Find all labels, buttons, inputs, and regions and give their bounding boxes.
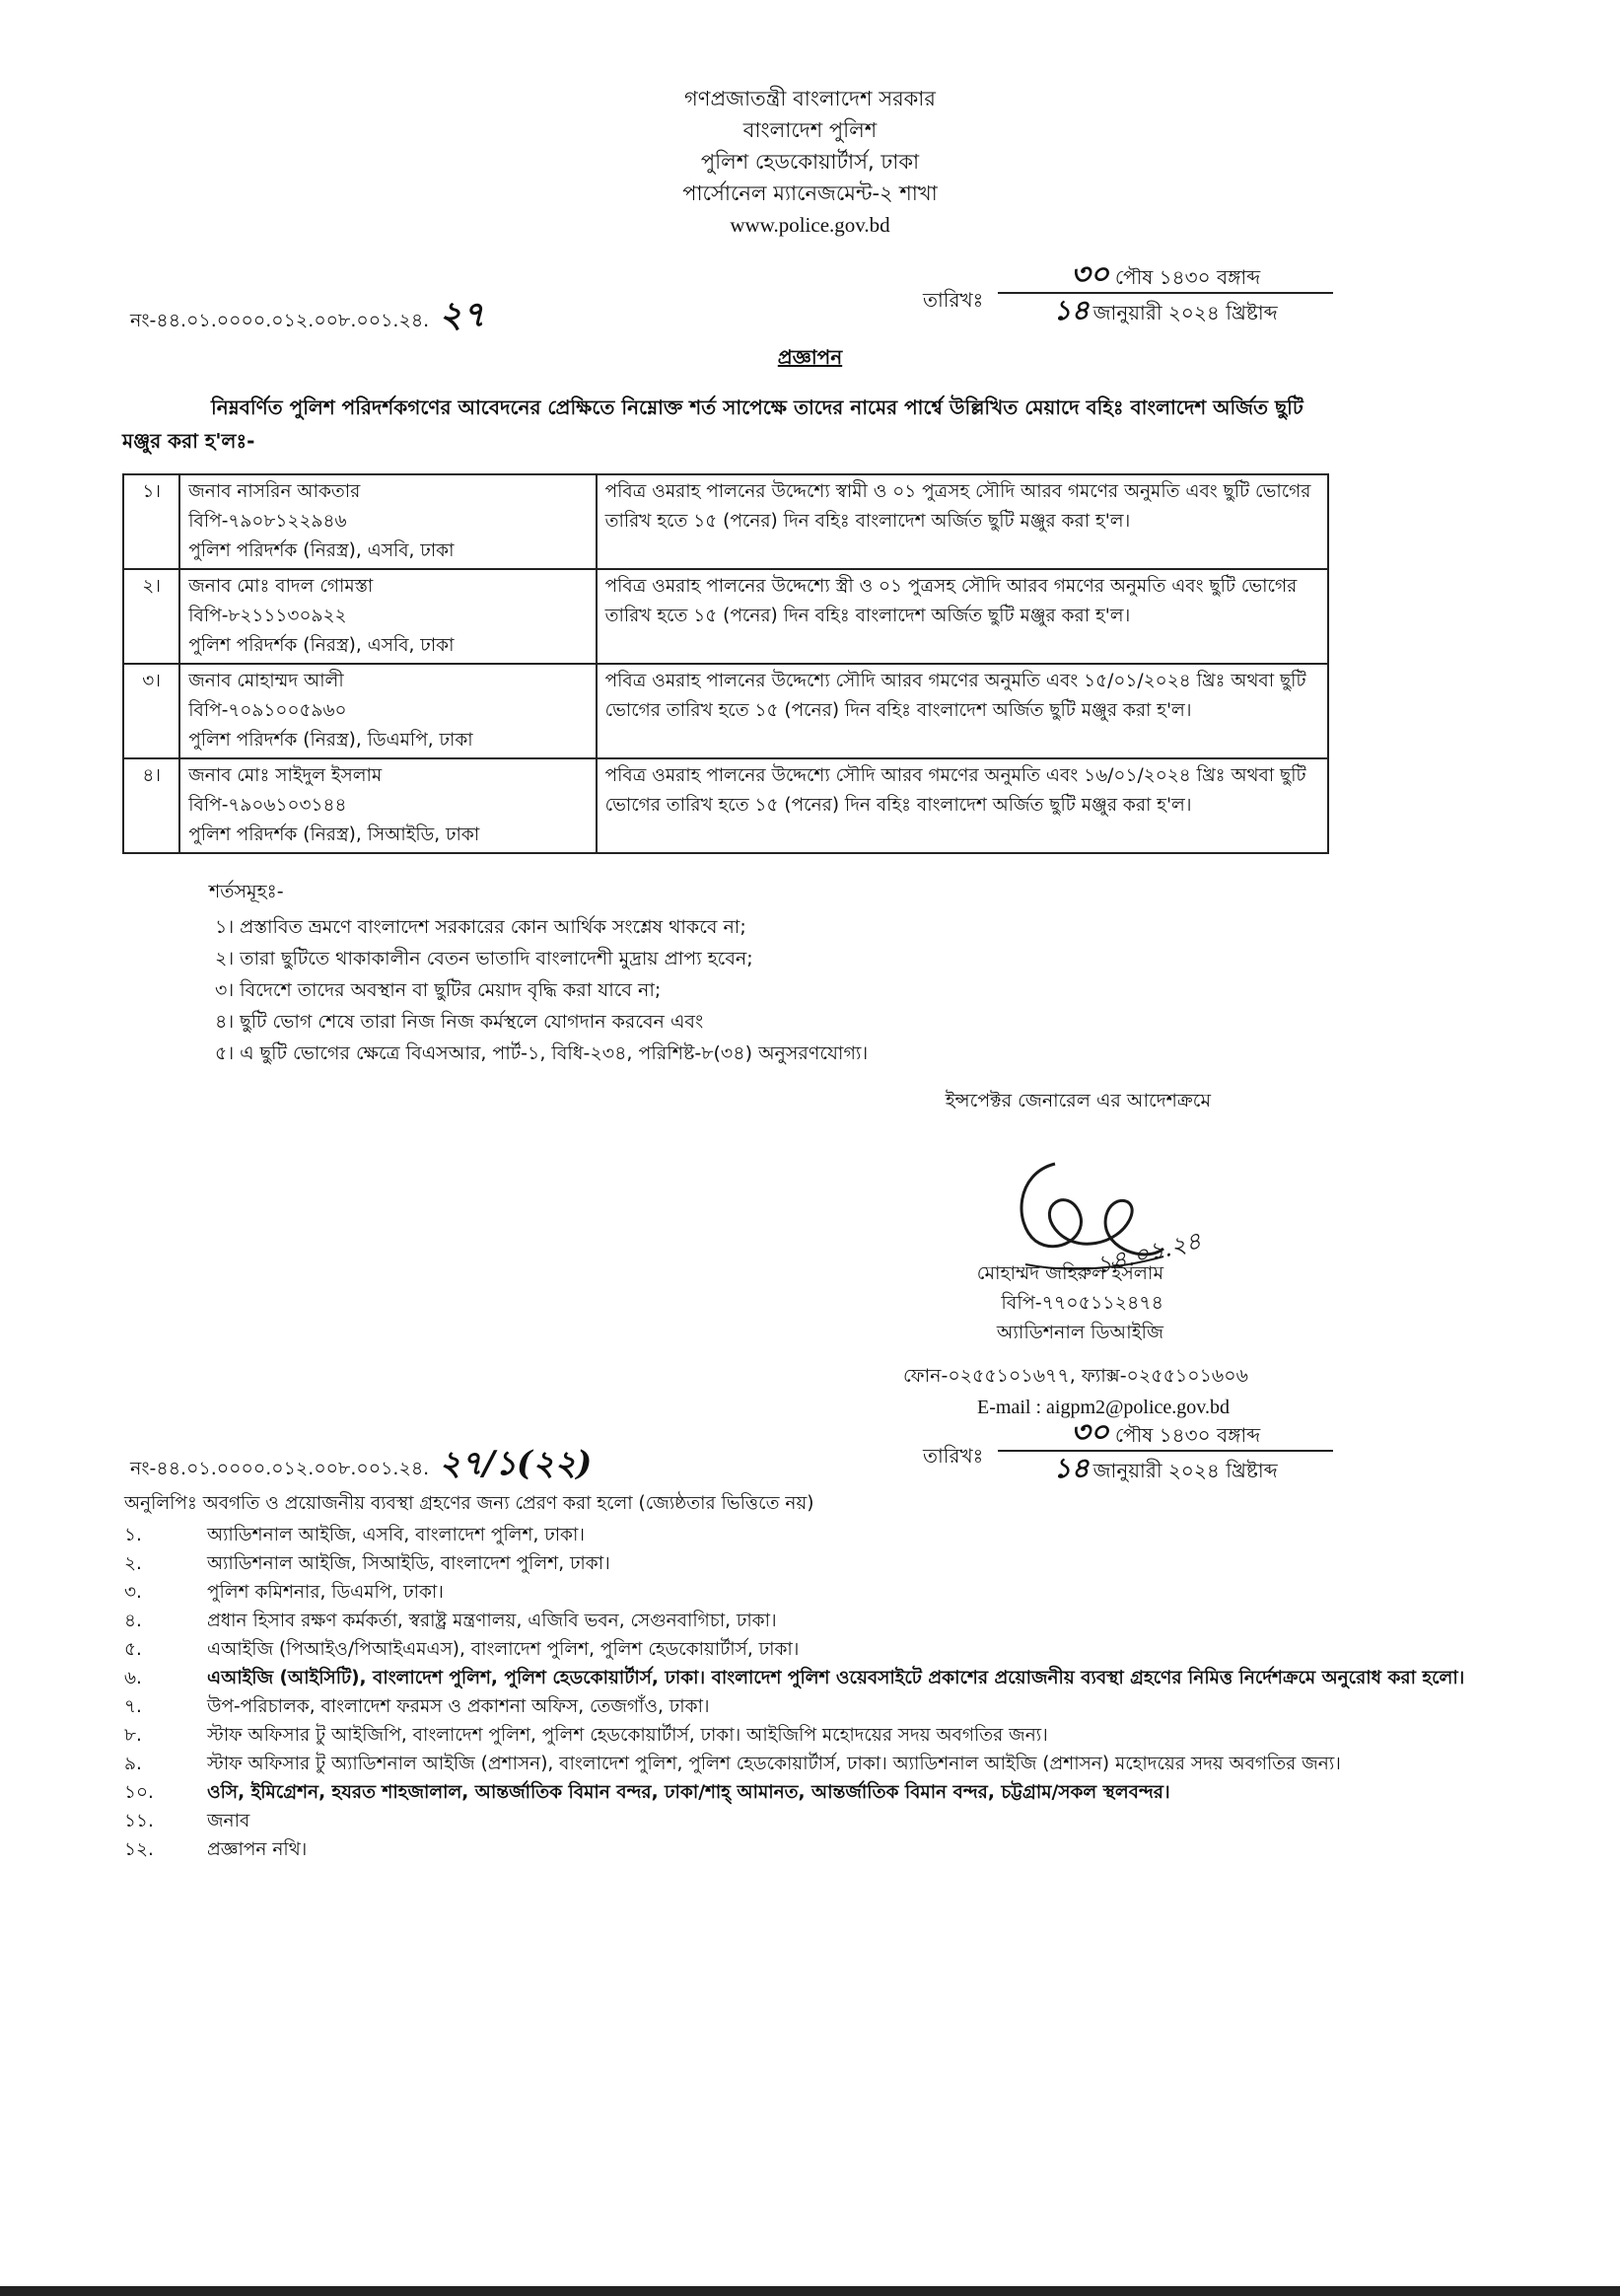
copy-number: ৭. xyxy=(124,1696,142,1717)
table-row xyxy=(123,569,1328,664)
english-date-rest: জানুয়ারী ২০২৪ খ্রিষ্টাব্দ xyxy=(1092,1459,1278,1482)
notification-title xyxy=(0,343,1620,376)
list-item xyxy=(124,1549,1544,1578)
leave-description: পবিত্র ওমরাহ পালনের উদ্দেশ্যে স্বামী ও ০১ পুত্রসহ সৌদি আরব গমণের অনুমতি এবং ছুটি ভোগের তারিখ হতে ১৫ (পনের) দিন বহিঃ বাংলাদেশ অর্জিত ছুটি মঞ্জুর করা হ'ল। xyxy=(597,474,1328,569)
english-date-rest: জানুয়ারী ২০২৪ খ্রিষ্টাব্দ xyxy=(1092,301,1278,324)
memo-number-1 xyxy=(130,288,485,347)
table-row xyxy=(123,664,1328,758)
copy-recipient: ওসি, ইমিগ্রেশন, হযরত শাহজালাল, আন্তর্জাতিক বিমান বন্দর, ঢাকা/শাহ্ আমানত, আন্তর্জাতিক বিমান বন্দর, চট্টগ্রাম/সকল স্থলবন্দর। xyxy=(207,1782,1170,1803)
bangla-date-rest: পৌষ ১৪৩০ বঙ্গাব্দ xyxy=(1114,1423,1261,1447)
memo-number-text: নং-৪৪.০১.০০০০.০১২.০০৮.০০১.২৪. xyxy=(130,1458,430,1479)
list-item xyxy=(124,1750,1544,1778)
date-label-2: তারিখঃ xyxy=(923,1444,984,1468)
copy-recipient: এআইজি (পিআইও/পিআইএমএস), বাংলাদেশ পুলিশ, পুলিশ হেডকোয়ার্টার্স, ঢাকা। xyxy=(207,1639,800,1660)
officer-name: জনাব মোঃ বাদল গোমস্তা xyxy=(188,576,374,597)
copy-number: ১২. xyxy=(124,1839,154,1860)
copy-number: ৪. xyxy=(124,1611,142,1631)
copy-number: ১১. xyxy=(124,1811,154,1831)
officer-bp: বিপি-৭৯০৬১০৩১৪৪ xyxy=(188,795,347,816)
officer-name: জনাব মোঃ সাইদুল ইসলাম xyxy=(188,765,383,786)
letterhead-website: www.police.gov.bd xyxy=(730,213,890,237)
list-item xyxy=(124,1778,1544,1807)
leave-description: পবিত্র ওমরাহ পালনের উদ্দেশ্যে সৌদি আরব গমণের অনুমতি এবং ১৬/০১/২০২৪ খ্রিঃ অথবা ছুটি ভোগের তারিখ হতে ১৫ (পনের) দিন বহিঃ বাংলাদেশ অর্জিত ছুটি মঞ্জুর করা হ'ল। xyxy=(597,758,1328,853)
officer-cell xyxy=(179,474,596,569)
copy-recipient: অ্যাডিশনাল আইজি, এসবি, বাংলাদেশ পুলিশ, ঢাকা। xyxy=(207,1525,585,1545)
copy-recipient: স্টাফ অফিসার টু অ্যাডিশনাল আইজি (প্রশাসন), বাংলাদেশ পুলিশ, পুলিশ হেডকোয়ার্টার্স, ঢাকা। অ্যাডিশনাল আইজি (প্রশাসন) মহোদয়ের সদয় অবগতির জন্য। xyxy=(207,1754,1341,1774)
officer-bp: বিপি-৮২১১১৩০৯২২ xyxy=(188,606,347,626)
condition-item: ২। তারা ছুটিতে থাকাকালীন বেতন ভাতাদি বাংলাদেশী মুদ্রায় প্রাপ্য হবেন; xyxy=(215,948,753,969)
letterhead-line-branch: পার্সোনেল ম্যানেজমেন্ট-২ শাখা xyxy=(682,181,938,205)
list-item xyxy=(124,1835,1544,1864)
order-line: ইন্সপেক্টর জেনারেল এর আদেশক্রমে xyxy=(945,1090,1211,1112)
copy-number: ১০. xyxy=(124,1782,154,1803)
date-label-1: তারিখঃ xyxy=(923,288,984,312)
table-row xyxy=(123,474,1328,569)
signature-block xyxy=(749,1258,1163,1347)
officer-designation: পুলিশ পরিদর্শক (নিরস্ত্র), এসবি, ঢাকা xyxy=(188,635,455,656)
letterhead-line-police: বাংলাদেশ পুলিশ xyxy=(742,118,878,142)
copy-number: ৬. xyxy=(124,1668,142,1688)
memo-number-handwritten: ২৭ xyxy=(439,294,486,335)
condition-item: ৪। ছুটি ভোগ শেষে তারা নিজ নিজ কর্মস্থলে যোগদান করবেন এবং xyxy=(215,1011,704,1033)
date-block-1 xyxy=(998,258,1333,327)
list-item xyxy=(124,1607,1544,1635)
copy-recipient: উপ-পরিচালক, বাংলাদেশ ফরমস ও প্রকাশনা অফিস, তেজগাঁও, ঢাকা। xyxy=(207,1696,710,1717)
scan-edge-divider xyxy=(0,2286,1620,2296)
copy-number: ২. xyxy=(124,1553,142,1574)
memo-number-2 xyxy=(130,1438,592,1494)
serial-cell: ৩। xyxy=(123,664,179,758)
leave-description: পবিত্র ওমরাহ পালনের উদ্দেশ্যে সৌদি আরব গমণের অনুমতি এবং ১৫/০১/২০২৪ খ্রিঃ অথবা ছুটি ভোগের তারিখ হতে ১৫ (পনের) দিন বহিঃ বাংলাদেশ অর্জিত ছুটি মঞ্জুর করা হ'ল। xyxy=(597,664,1328,758)
copy-number: ৩. xyxy=(124,1582,142,1603)
letterhead-line-government: গণপ্রজাতন্ত্রী বাংলাদেশ সরকার xyxy=(684,87,936,110)
list-item xyxy=(124,1692,1544,1721)
copy-list xyxy=(124,1521,1544,1864)
conditions-list xyxy=(215,911,1300,1069)
letterhead xyxy=(0,83,1620,241)
notification-title-text: প্রজ্ঞাপন xyxy=(777,345,843,369)
list-item xyxy=(124,1664,1544,1692)
copy-recipient: স্টাফ অফিসার টু আইজিপি, বাংলাদেশ পুলিশ, পুলিশ হেডকোয়ার্টার্স, ঢাকা। আইজিপি মহোদয়ের সদয় অবগতির জন্য। xyxy=(207,1725,1048,1746)
copy-recipient: জনাব xyxy=(207,1811,250,1831)
signatory-name: মোহাম্মদ জহিরুল ইসলাম xyxy=(976,1262,1163,1284)
officer-cell xyxy=(179,569,596,664)
serial-cell: ৪। xyxy=(123,758,179,853)
signatory-designation: অ্যাডিশনাল ডিআইজি xyxy=(996,1322,1163,1343)
officer-cell xyxy=(179,758,596,853)
condition-item: ১। প্রস্তাবিত ভ্রমণে বাংলাদেশ সরকারের কোন আর্থিক সংশ্লেষ থাকবে না; xyxy=(215,916,746,938)
copy-heading: অনুলিপিঃ অবগতি ও প্রয়োজনীয় ব্যবস্থা গ্রহণের জন্য প্রেরণ করা হলো (জ্যেষ্ঠতার ভিত্তিতে নয়) xyxy=(124,1493,814,1514)
serial-cell: ১। xyxy=(123,474,179,569)
copy-recipient: প্রজ্ঞাপন নথি। xyxy=(207,1839,308,1860)
list-item xyxy=(124,1721,1544,1750)
bangla-date-day: ৩০ xyxy=(1070,257,1109,292)
officer-name: জনাব নাসরিন আকতার xyxy=(188,481,361,502)
list-item xyxy=(124,1521,1544,1549)
leave-grant-table xyxy=(122,473,1329,854)
contact-phone: ফোন-০২৫৫১০১৬৭৭, ফ্যাক্স-০২৫৫১০১৬০৬ xyxy=(903,1365,1248,1387)
condition-item: ৫। এ ছুটি ভোগের ক্ষেত্রে বিএসআর, পার্ট-১, বিধি-২৩৪, পরিশিষ্ট-৮(৩৪) অনুসরণযোগ্য। xyxy=(215,1042,869,1064)
signatory-bp: বিপি-৭৭০৫১১২৪৭৪ xyxy=(1001,1292,1163,1314)
officer-name: জনাব মোহাম্মদ আলী xyxy=(188,671,344,691)
leave-description: পবিত্র ওমরাহ পালনের উদ্দেশ্যে স্ত্রী ও ০১ পুত্রসহ সৌদি আরব গমণের অনুমতি এবং ছুটি ভোগের তারিখ হতে ১৫ (পনের) দিন বহিঃ বাংলাদেশ অর্জিত ছুটি মঞ্জুর করা হ'ল। xyxy=(597,569,1328,664)
officer-designation: পুলিশ পরিদর্শক (নিরস্ত্র), এসবি, ঢাকা xyxy=(188,540,455,561)
list-item xyxy=(124,1578,1544,1607)
english-date-day: ১৪ xyxy=(1053,1452,1090,1484)
memo-number-text: নং-৪৪.০১.০০০০.০১২.০০৮.০০১.২৪. xyxy=(130,310,430,331)
bangla-date-day: ৩০ xyxy=(1070,1415,1109,1450)
intro-paragraph: নিম্নবর্ণিত পুলিশ পরিদর্শকগণের আবেদনের প্রেক্ষিতে নিম্নোক্ত শর্ত সাপেক্ষে তাদের নামের পার্শ্বে উল্লিখিত মেয়াদে বহিঃ বাংলাদেশ অর্জিত ছুটি মঞ্জুর করা হ'লঃ- xyxy=(122,395,1303,453)
date-block-2 xyxy=(998,1416,1333,1485)
officer-bp: বিপি-৭৯০৮১২২৯৪৬ xyxy=(188,511,347,532)
english-date-day: ১৪ xyxy=(1053,294,1090,326)
officer-designation: পুলিশ পরিদর্শক (নিরস্ত্র), সিআইডি, ঢাকা xyxy=(188,825,480,845)
copy-recipient: পুলিশ কমিশনার, ডিএমপি, ঢাকা। xyxy=(207,1582,444,1603)
copy-number: ৫. xyxy=(124,1639,142,1660)
list-item xyxy=(124,1807,1544,1835)
list-item xyxy=(124,1635,1544,1664)
table-row xyxy=(123,758,1328,853)
conditions-heading: শর্তসমূহঃ- xyxy=(209,881,284,902)
copy-number: ৮. xyxy=(124,1725,142,1746)
officer-bp: বিপি-৭০৯১০০৫৯৬০ xyxy=(188,700,347,721)
officer-designation: পুলিশ পরিদর্শক (নিরস্ত্র), ডিএমপি, ঢাকা xyxy=(188,730,473,751)
contact-email: E-mail : aigpm2@police.gov.bd xyxy=(977,1397,1230,1418)
memo-number-handwritten: ২৭/১(২২) xyxy=(439,1444,593,1483)
officer-cell xyxy=(179,664,596,758)
copy-number: ৯. xyxy=(124,1754,142,1774)
copy-recipient: প্রধান হিসাব রক্ষণ কর্মকর্তা, স্বরাষ্ট্র মন্ত্রণালয়, এজিবি ভবন, সেগুনবাগিচা, ঢাকা। xyxy=(207,1611,777,1631)
serial-cell: ২। xyxy=(123,569,179,664)
copy-recipient: এআইজি (আইসিটি), বাংলাদেশ পুলিশ, পুলিশ হেডকোয়ার্টার্স, ঢাকা। বাংলাদেশ পুলিশ ওয়েবসাইটে প্রকাশের প্রয়োজনীয় ব্যবস্থা গ্রহণের নিমিত্ত নির্দেশক্রমে অনুরোধ করা হলো। xyxy=(207,1668,1465,1688)
copy-recipient: অ্যাডিশনাল আইজি, সিআইডি, বাংলাদেশ পুলিশ, ঢাকা। xyxy=(207,1553,610,1574)
bangla-date-rest: পৌষ ১৪৩০ বঙ্গাব্দ xyxy=(1114,265,1261,289)
condition-item: ৩। বিদেশে তাদের অবস্থান বা ছুটির মেয়াদ বৃদ্ধি করা যাবে না; xyxy=(215,979,662,1001)
letterhead-line-headquarters: পুলিশ হেডকোয়ার্টার্স, ঢাকা xyxy=(700,150,920,174)
copy-number: ১. xyxy=(124,1525,142,1545)
signature-date: ১৪.০১.২৪ xyxy=(1092,1226,1205,1280)
